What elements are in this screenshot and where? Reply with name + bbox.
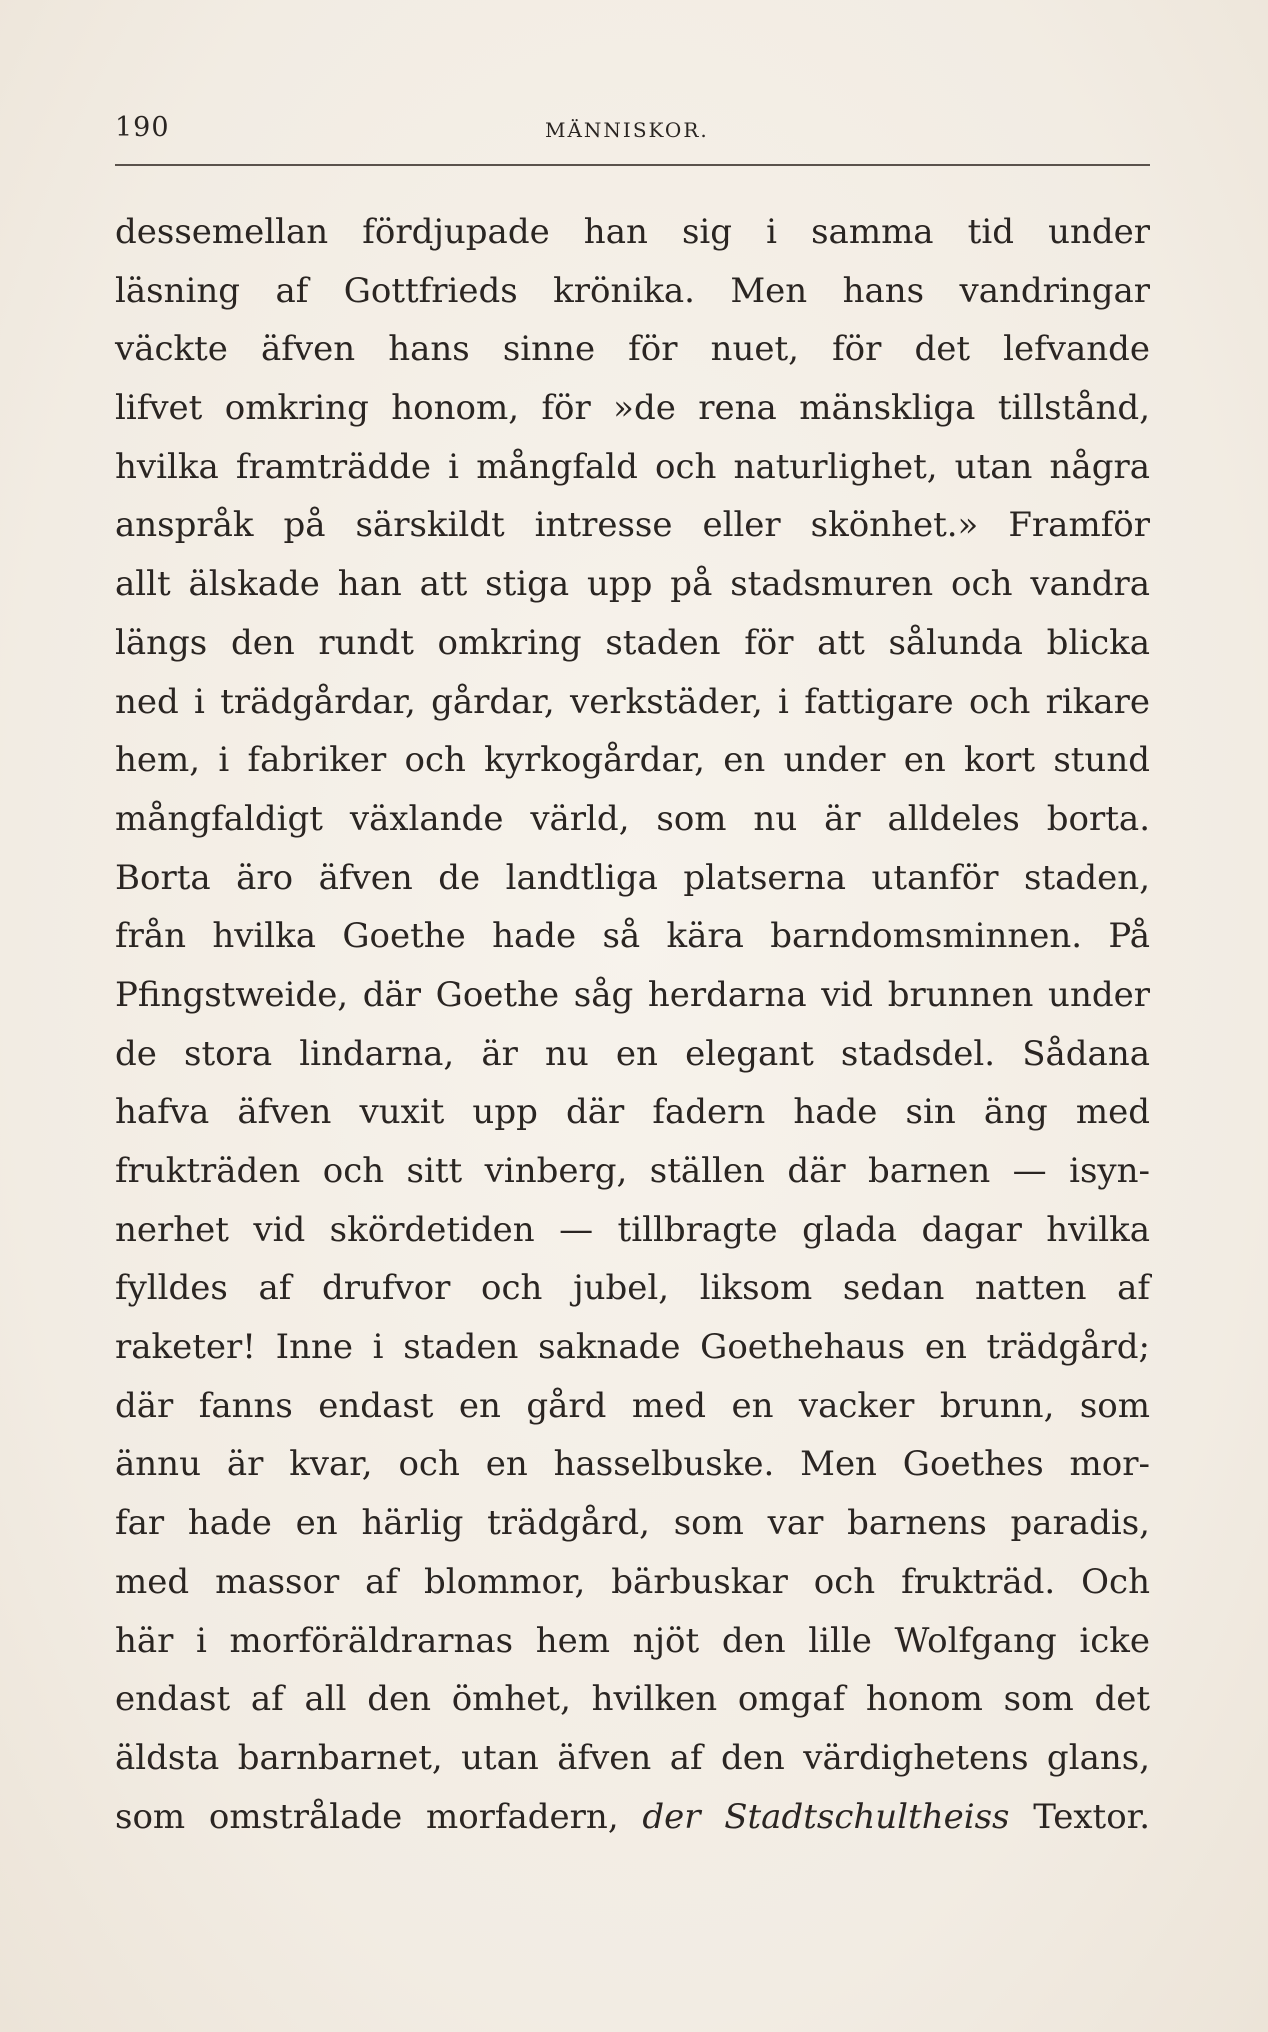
- text-line: nerhet vid skördetiden — tillbragte glada dagar hvilka: [115, 1209, 1150, 1250]
- text-line: anspråk på särskildt intresse eller skönhet.» Framför: [115, 505, 1150, 546]
- text-line: dessemellan fördjupade han sig i samma tid under: [115, 212, 1150, 252]
- body-text: [115, 203, 1150, 1846]
- page-number: 190: [115, 112, 170, 143]
- text-line: hafva äfven vuxit upp där fadern hade sin äng med: [115, 1092, 1150, 1133]
- text-line: de stora lindarna, är nu en elegant stadsdel. Sådana: [115, 1033, 1150, 1074]
- text-line: endast af all den ömhet, hvilken omgaf honom som det: [115, 1679, 1150, 1720]
- text-line: raketer! Inne i staden saknade Goethehaus en trädgård;: [115, 1327, 1150, 1368]
- last-line-start: som omstrålade morfadern,: [115, 1796, 619, 1837]
- text-line-last: [115, 1788, 1150, 1847]
- text-line: äldsta barnbarnet, utan äfven af den värdighetens glans,: [115, 1737, 1150, 1778]
- text-line: fylldes af drufvor och jubel, liksom sedan natten af: [115, 1268, 1150, 1309]
- text-line: här i morföräldrarnas hem njöt den lille Wolfgang icke: [115, 1620, 1150, 1661]
- text-line: allt älskade han att stiga upp på stadsmuren och vandra: [115, 564, 1150, 605]
- text-line: längs den rundt omkring staden för att sålunda blicka: [115, 622, 1150, 663]
- text-line: läsning af Gottfrieds krönika. Men hans vandringar: [115, 270, 1150, 311]
- text-line: lifvet omkring honom, för »de rena mänskliga tillstånd,: [115, 388, 1150, 429]
- text-line: med massor af blommor, bärbuskar och frukträd. Och: [115, 1561, 1150, 1602]
- italic-phrase: der Stadtschultheiss: [642, 1796, 1010, 1837]
- text-line: Pfingstweide, där Goethe såg herdarna vid brunnen under: [115, 974, 1150, 1015]
- text-line: ned i trädgårdar, gårdar, verkstäder, i fattigare och rikare: [115, 681, 1150, 722]
- last-line-end: Textor.: [1033, 1796, 1150, 1837]
- text-line: där fanns endast en gård med en vacker brunn, som: [115, 1385, 1150, 1426]
- text-line: frukträden och sitt vinberg, ställen där barnen — isyn-: [115, 1151, 1150, 1191]
- text-line: från hvilka Goethe hade så kära barndomsminnen. På: [115, 916, 1150, 957]
- text-line: Borta äro äfven de landtliga platserna utanför staden,: [115, 857, 1150, 898]
- text-line: väckte äfven hans sinne för nuet, för det lefvande: [115, 329, 1150, 370]
- text-line: mångfaldigt växlande värld, som nu är alldeles borta.: [115, 798, 1150, 839]
- text-line: hvilka framträdde i mångfald och naturlighet, utan några: [115, 446, 1150, 487]
- text-line: far hade en härlig trädgård, som var barnens paradis,: [115, 1503, 1150, 1544]
- text-line: ännu är kvar, och en hasselbuske. Men Goethes mor-: [115, 1444, 1150, 1485]
- text-line: hem, i fabriker och kyrkogårdar, en under en kort stund: [115, 740, 1150, 781]
- running-head: MÄNNISKOR.: [545, 118, 709, 142]
- page-header: [115, 112, 1150, 152]
- header-rule: [115, 164, 1150, 166]
